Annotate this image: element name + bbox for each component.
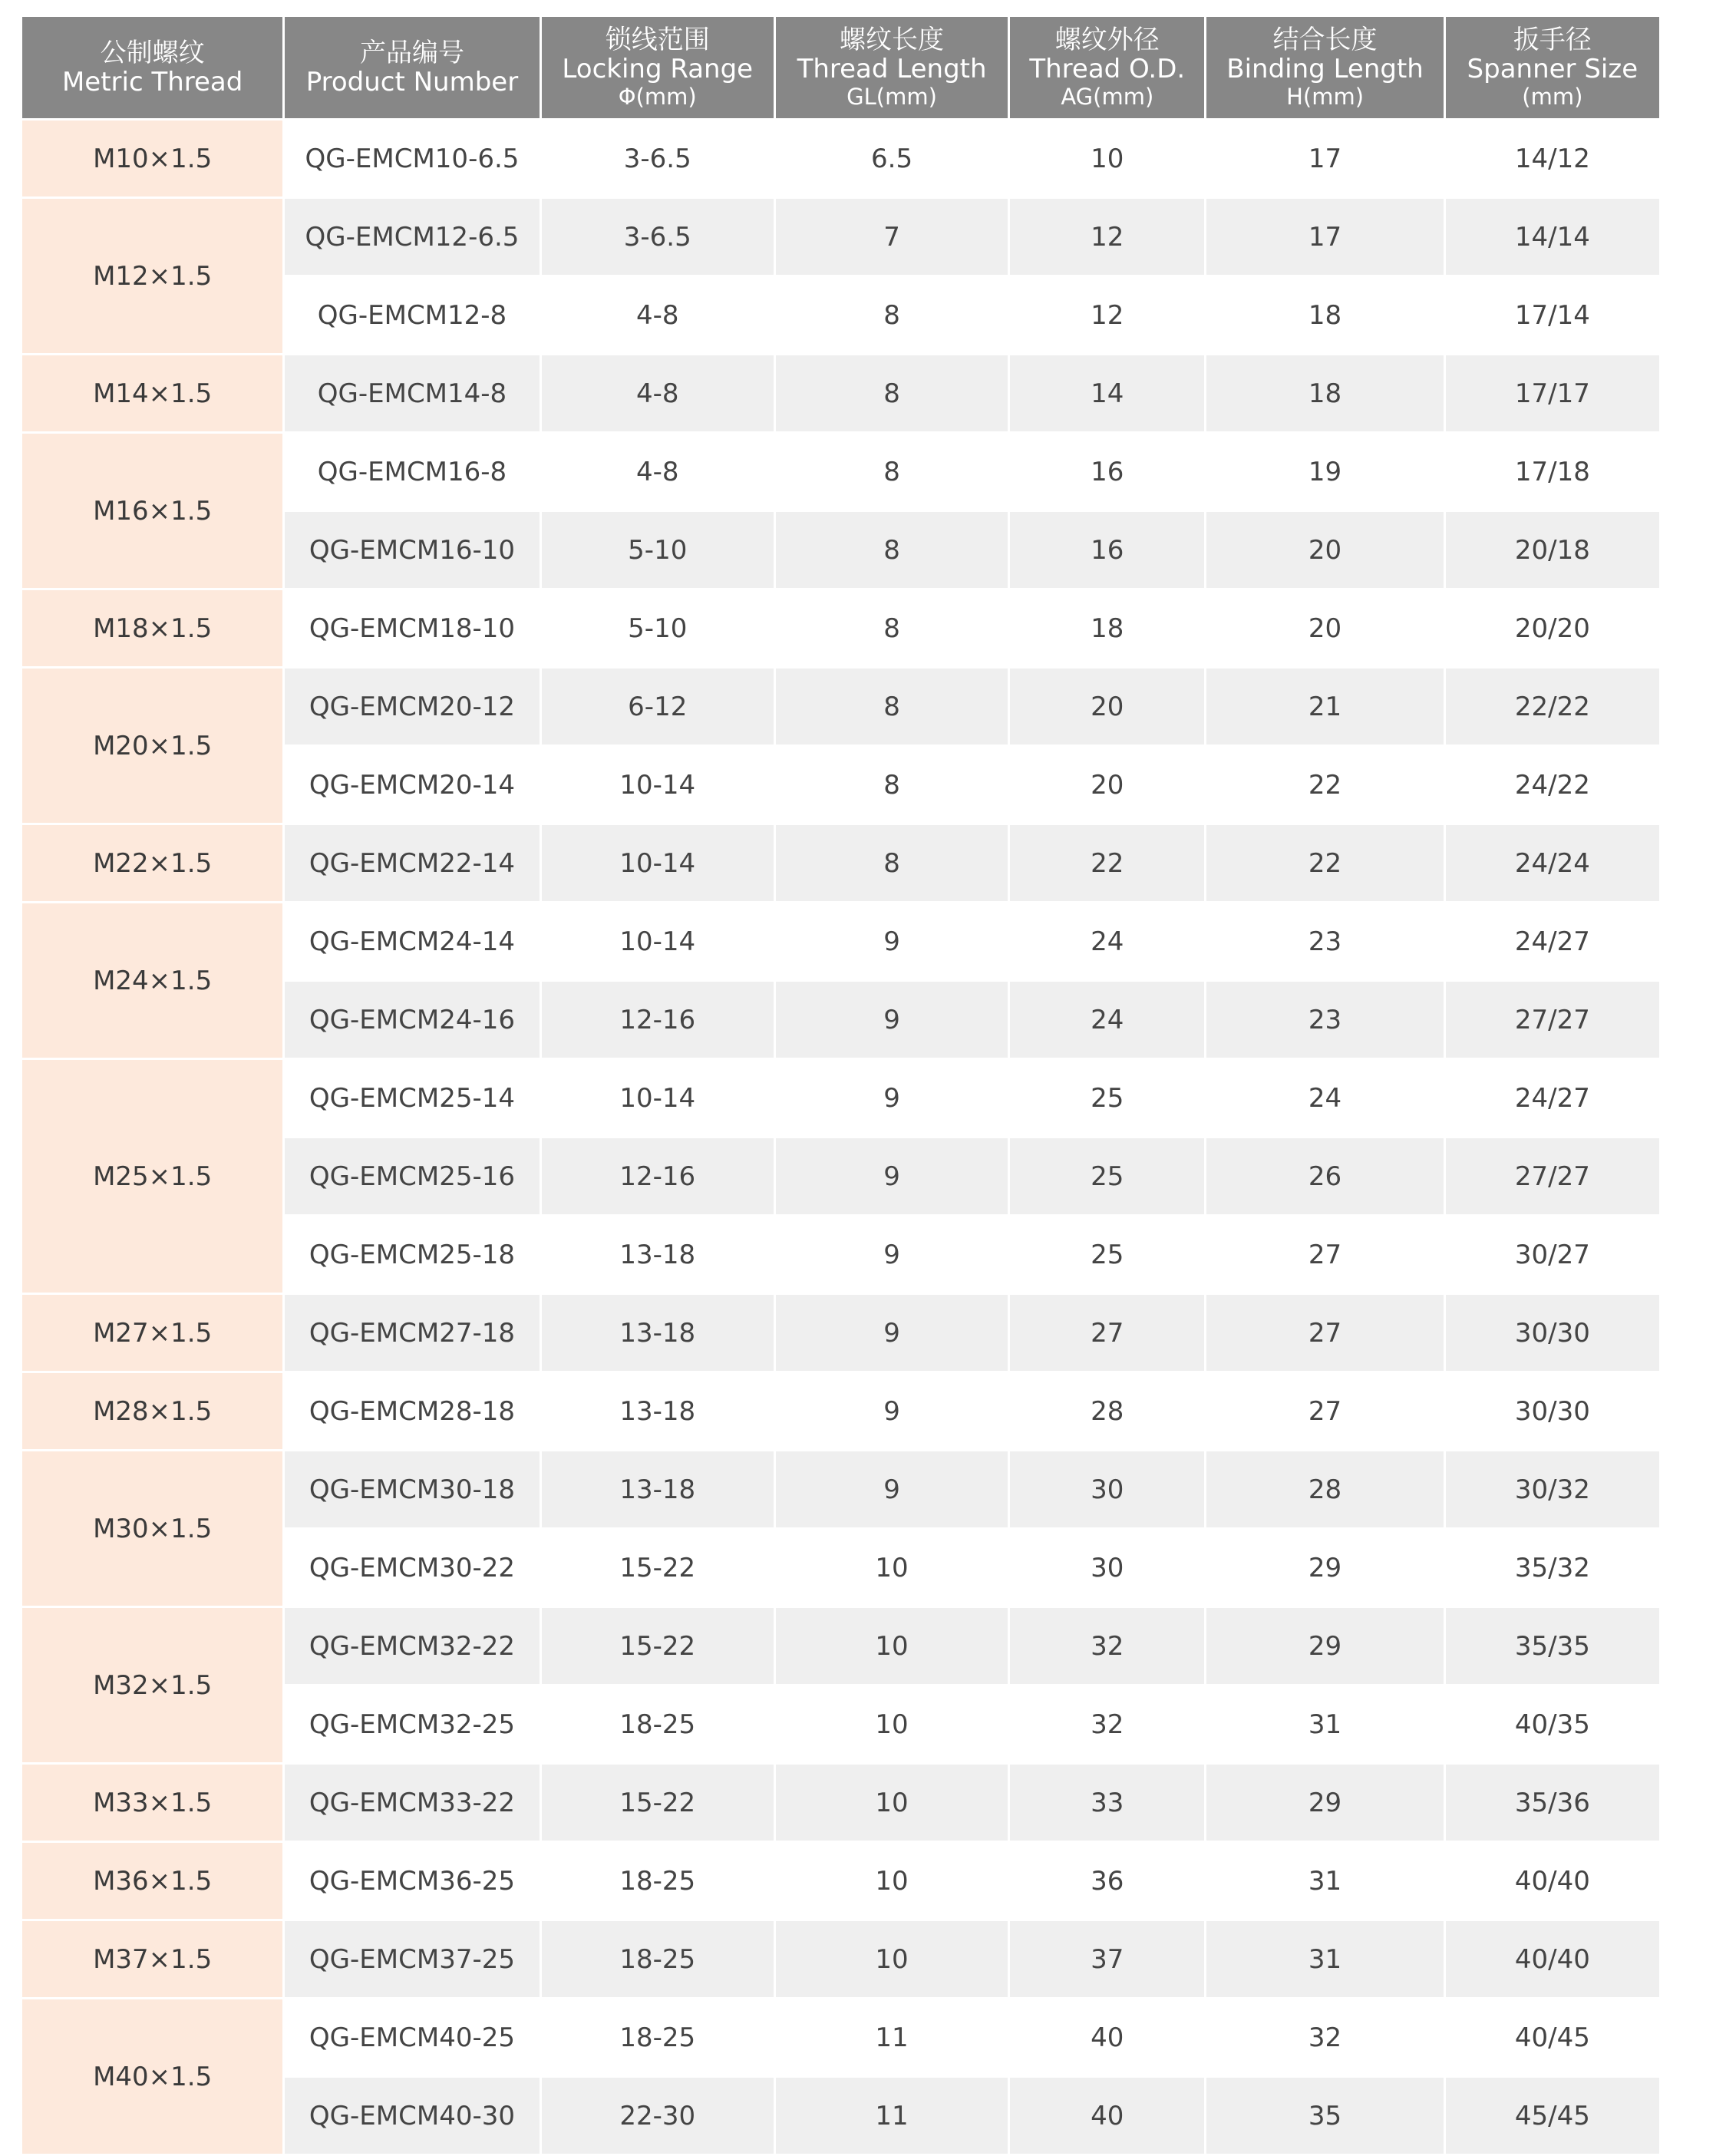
metric-thread-cell: M37×1.5 xyxy=(22,1921,282,1997)
spanner-size-cell: 24/24 xyxy=(1446,825,1659,901)
thread-length-cell: 9 xyxy=(776,1217,1008,1293)
header-label-zh: 锁线范围 xyxy=(605,25,710,55)
header-label-zh: 产品编号 xyxy=(359,38,464,68)
table-row xyxy=(22,1843,1659,1919)
table-row xyxy=(22,1921,1659,1997)
thread-od-cell: 27 xyxy=(1010,1295,1204,1371)
locking-range-cell: 6-12 xyxy=(542,669,774,745)
header-thread-od xyxy=(1010,17,1204,118)
thread-length-cell: 10 xyxy=(776,1921,1008,1997)
header-locking-range xyxy=(542,17,774,118)
metric-thread-cell: M18×1.5 xyxy=(22,590,282,666)
spanner-size-cell: 35/36 xyxy=(1446,1765,1659,1841)
binding-length-cell: 22 xyxy=(1206,747,1443,823)
spanner-size-cell: 45/45 xyxy=(1446,2078,1659,2154)
header-row xyxy=(22,17,1659,118)
locking-range-cell: 4-8 xyxy=(542,355,774,431)
table-row xyxy=(22,1295,1659,1371)
product-number-cell: QG-EMCM16-10 xyxy=(285,512,539,588)
header-label-zh: 螺纹长度 xyxy=(840,25,945,55)
header-label-en: Thread Length xyxy=(797,54,987,84)
locking-range-cell: 18-25 xyxy=(542,1999,774,2075)
thread-od-cell: 10 xyxy=(1010,121,1204,196)
binding-length-cell: 20 xyxy=(1206,590,1443,666)
thread-od-cell: 40 xyxy=(1010,2078,1204,2154)
header-unit: AG(mm) xyxy=(1061,84,1154,110)
table-row xyxy=(22,199,1659,275)
locking-range-cell: 15-22 xyxy=(542,1530,774,1606)
product-number-cell: QG-EMCM12-8 xyxy=(285,277,539,353)
thread-length-cell: 6.5 xyxy=(776,121,1008,196)
spanner-size-cell: 40/35 xyxy=(1446,1686,1659,1762)
table-row xyxy=(22,355,1659,431)
thread-length-cell: 8 xyxy=(776,747,1008,823)
spanner-size-cell: 20/18 xyxy=(1446,512,1659,588)
binding-length-cell: 20 xyxy=(1206,512,1443,588)
locking-range-cell: 13-18 xyxy=(542,1373,774,1449)
metric-thread-cell: M12×1.5 xyxy=(22,199,282,353)
metric-thread-cell: M25×1.5 xyxy=(22,1060,282,1293)
product-number-cell: QG-EMCM25-18 xyxy=(285,1217,539,1293)
product-number-cell: QG-EMCM27-18 xyxy=(285,1295,539,1371)
spanner-size-cell: 30/27 xyxy=(1446,1217,1659,1293)
locking-range-cell: 3-6.5 xyxy=(542,121,774,196)
metric-thread-cell: M24×1.5 xyxy=(22,903,282,1058)
spanner-size-cell: 30/32 xyxy=(1446,1451,1659,1527)
thread-length-cell: 7 xyxy=(776,199,1008,275)
locking-range-cell: 3-6.5 xyxy=(542,199,774,275)
locking-range-cell: 10-14 xyxy=(542,747,774,823)
thread-od-cell: 14 xyxy=(1010,355,1204,431)
binding-length-cell: 26 xyxy=(1206,1138,1443,1214)
binding-length-cell: 29 xyxy=(1206,1765,1443,1841)
binding-length-cell: 31 xyxy=(1206,1843,1443,1919)
table-row xyxy=(22,1608,1659,1684)
thread-length-cell: 8 xyxy=(776,669,1008,745)
locking-range-cell: 10-14 xyxy=(542,1060,774,1136)
binding-length-cell: 19 xyxy=(1206,434,1443,510)
locking-range-cell: 4-8 xyxy=(542,434,774,510)
header-label-en: Thread O.D. xyxy=(1029,54,1186,84)
table-row xyxy=(22,1765,1659,1841)
thread-length-cell: 11 xyxy=(776,1999,1008,2075)
product-number-cell: QG-EMCM14-8 xyxy=(285,355,539,431)
header-metric-thread xyxy=(22,17,282,118)
binding-length-cell: 29 xyxy=(1206,1608,1443,1684)
spanner-size-cell: 22/22 xyxy=(1446,669,1659,745)
table-row xyxy=(22,669,1659,745)
thread-length-cell: 11 xyxy=(776,2078,1008,2154)
locking-range-cell: 15-22 xyxy=(542,1608,774,1684)
binding-length-cell: 29 xyxy=(1206,1530,1443,1606)
thread-length-cell: 9 xyxy=(776,903,1008,979)
thread-length-cell: 8 xyxy=(776,512,1008,588)
locking-range-cell: 18-25 xyxy=(542,1921,774,1997)
product-number-cell: QG-EMCM12-6.5 xyxy=(285,199,539,275)
table-row xyxy=(22,1451,1659,1527)
header-label-zh: 螺纹外径 xyxy=(1054,25,1160,55)
binding-length-cell: 27 xyxy=(1206,1373,1443,1449)
product-number-cell: QG-EMCM40-25 xyxy=(285,1999,539,2075)
thread-length-cell: 9 xyxy=(776,1451,1008,1527)
locking-range-cell: 18-25 xyxy=(542,1843,774,1919)
header-unit: GL(mm) xyxy=(846,84,937,110)
spanner-size-cell: 20/20 xyxy=(1446,590,1659,666)
thread-length-cell: 9 xyxy=(776,982,1008,1058)
thread-length-cell: 10 xyxy=(776,1530,1008,1606)
locking-range-cell: 10-14 xyxy=(542,903,774,979)
spanner-size-cell: 24/27 xyxy=(1446,1060,1659,1136)
locking-range-cell: 13-18 xyxy=(542,1451,774,1527)
thread-od-cell: 25 xyxy=(1010,1060,1204,1136)
header-label-en: Binding Length xyxy=(1226,54,1424,84)
metric-thread-cell: M16×1.5 xyxy=(22,434,282,588)
spanner-size-cell: 40/40 xyxy=(1446,1921,1659,1997)
binding-length-cell: 31 xyxy=(1206,1686,1443,1762)
product-number-cell: QG-EMCM24-16 xyxy=(285,982,539,1058)
metric-thread-cell: M30×1.5 xyxy=(22,1451,282,1606)
binding-length-cell: 24 xyxy=(1206,1060,1443,1136)
product-number-cell: QG-EMCM32-22 xyxy=(285,1608,539,1684)
header-label-zh: 扳手径 xyxy=(1513,25,1592,55)
spanner-size-cell: 35/35 xyxy=(1446,1608,1659,1684)
binding-length-cell: 22 xyxy=(1206,825,1443,901)
thread-od-cell: 20 xyxy=(1010,669,1204,745)
binding-length-cell: 17 xyxy=(1206,199,1443,275)
binding-length-cell: 35 xyxy=(1206,2078,1443,2154)
spanner-size-cell: 17/18 xyxy=(1446,434,1659,510)
locking-range-cell: 12-16 xyxy=(542,1138,774,1214)
locking-range-cell: 13-18 xyxy=(542,1295,774,1371)
binding-length-cell: 23 xyxy=(1206,903,1443,979)
metric-thread-cell: M36×1.5 xyxy=(22,1843,282,1919)
thread-od-cell: 18 xyxy=(1010,590,1204,666)
thread-od-cell: 24 xyxy=(1010,903,1204,979)
thread-length-cell: 10 xyxy=(776,1843,1008,1919)
header-unit: Φ(mm) xyxy=(618,84,697,110)
header-label-zh: 结合长度 xyxy=(1272,25,1378,55)
locking-range-cell: 12-16 xyxy=(542,982,774,1058)
binding-length-cell: 32 xyxy=(1206,1999,1443,2075)
table-row xyxy=(22,1999,1659,2075)
header-label-zh: 公制螺纹 xyxy=(100,38,205,68)
table-header xyxy=(22,17,1659,118)
thread-length-cell: 10 xyxy=(776,1686,1008,1762)
header-label-en: Metric Thread xyxy=(61,67,243,97)
thread-od-cell: 12 xyxy=(1010,199,1204,275)
thread-od-cell: 32 xyxy=(1010,1686,1204,1762)
thread-od-cell: 24 xyxy=(1010,982,1204,1058)
metric-thread-cell: M40×1.5 xyxy=(22,1999,282,2154)
header-unit: H(mm) xyxy=(1286,84,1365,110)
header-thread-length xyxy=(776,17,1008,118)
table-row xyxy=(22,825,1659,901)
table-row xyxy=(22,903,1659,979)
binding-length-cell: 23 xyxy=(1206,982,1443,1058)
thread-od-cell: 30 xyxy=(1010,1530,1204,1606)
product-number-cell: QG-EMCM10-6.5 xyxy=(285,121,539,196)
locking-range-cell: 18-25 xyxy=(542,1686,774,1762)
spanner-size-cell: 17/17 xyxy=(1446,355,1659,431)
product-number-cell: QG-EMCM16-8 xyxy=(285,434,539,510)
spanner-size-cell: 24/22 xyxy=(1446,747,1659,823)
product-number-cell: QG-EMCM24-14 xyxy=(285,903,539,979)
header-label-en: Locking Range xyxy=(562,54,754,84)
locking-range-cell: 5-10 xyxy=(542,590,774,666)
spanner-size-cell: 35/32 xyxy=(1446,1530,1659,1606)
table-body xyxy=(22,121,1659,2154)
product-number-cell: QG-EMCM30-18 xyxy=(285,1451,539,1527)
thread-od-cell: 36 xyxy=(1010,1843,1204,1919)
binding-length-cell: 27 xyxy=(1206,1295,1443,1371)
thread-od-cell: 25 xyxy=(1010,1217,1204,1293)
binding-length-cell: 27 xyxy=(1206,1217,1443,1293)
product-number-cell: QG-EMCM22-14 xyxy=(285,825,539,901)
product-number-cell: QG-EMCM20-12 xyxy=(285,669,539,745)
thread-length-cell: 8 xyxy=(776,825,1008,901)
metric-thread-cell: M27×1.5 xyxy=(22,1295,282,1371)
product-number-cell: QG-EMCM33-22 xyxy=(285,1765,539,1841)
thread-length-cell: 9 xyxy=(776,1373,1008,1449)
header-binding-length xyxy=(1206,17,1443,118)
thread-length-cell: 8 xyxy=(776,434,1008,510)
thread-od-cell: 28 xyxy=(1010,1373,1204,1449)
product-number-cell: QG-EMCM18-10 xyxy=(285,590,539,666)
thread-length-cell: 10 xyxy=(776,1765,1008,1841)
binding-length-cell: 18 xyxy=(1206,277,1443,353)
spec-table xyxy=(22,17,1664,2154)
spanner-size-cell: 30/30 xyxy=(1446,1373,1659,1449)
thread-od-cell: 40 xyxy=(1010,1999,1204,2075)
spanner-size-cell: 14/14 xyxy=(1446,199,1659,275)
thread-od-cell: 16 xyxy=(1010,434,1204,510)
locking-range-cell: 4-8 xyxy=(542,277,774,353)
product-number-cell: QG-EMCM25-14 xyxy=(285,1060,539,1136)
thread-od-cell: 12 xyxy=(1010,277,1204,353)
thread-od-cell: 33 xyxy=(1010,1765,1204,1841)
product-number-cell: QG-EMCM32-25 xyxy=(285,1686,539,1762)
binding-length-cell: 28 xyxy=(1206,1451,1443,1527)
locking-range-cell: 15-22 xyxy=(542,1765,774,1841)
table-row xyxy=(22,1373,1659,1449)
product-number-cell: QG-EMCM36-25 xyxy=(285,1843,539,1919)
thread-length-cell: 8 xyxy=(776,277,1008,353)
header-product-number xyxy=(285,17,539,118)
product-number-cell: QG-EMCM25-16 xyxy=(285,1138,539,1214)
metric-thread-cell: M22×1.5 xyxy=(22,825,282,901)
thread-length-cell: 8 xyxy=(776,355,1008,431)
thread-length-cell: 8 xyxy=(776,590,1008,666)
locking-range-cell: 13-18 xyxy=(542,1217,774,1293)
table-row xyxy=(22,1060,1659,1136)
metric-thread-cell: M10×1.5 xyxy=(22,121,282,196)
table-row xyxy=(22,590,1659,666)
metric-thread-cell: M14×1.5 xyxy=(22,355,282,431)
product-number-cell: QG-EMCM28-18 xyxy=(285,1373,539,1449)
header-unit: (mm) xyxy=(1522,84,1583,110)
header-label-en: Product Number xyxy=(305,67,519,97)
header-label-en: Spanner Size xyxy=(1467,54,1638,84)
header-spanner-size xyxy=(1446,17,1659,118)
thread-od-cell: 16 xyxy=(1010,512,1204,588)
spanner-size-cell: 40/40 xyxy=(1446,1843,1659,1919)
locking-range-cell: 10-14 xyxy=(542,825,774,901)
thread-od-cell: 22 xyxy=(1010,825,1204,901)
thread-od-cell: 32 xyxy=(1010,1608,1204,1684)
product-number-cell: QG-EMCM20-14 xyxy=(285,747,539,823)
product-number-cell: QG-EMCM30-22 xyxy=(285,1530,539,1606)
spanner-size-cell: 17/14 xyxy=(1446,277,1659,353)
product-number-cell: QG-EMCM40-30 xyxy=(285,2078,539,2154)
spanner-size-cell: 30/30 xyxy=(1446,1295,1659,1371)
thread-od-cell: 37 xyxy=(1010,1921,1204,1997)
spanner-size-cell: 40/45 xyxy=(1446,1999,1659,2075)
product-number-cell: QG-EMCM37-25 xyxy=(285,1921,539,1997)
spanner-size-cell: 24/27 xyxy=(1446,903,1659,979)
metric-thread-cell: M32×1.5 xyxy=(22,1608,282,1762)
thread-length-cell: 9 xyxy=(776,1060,1008,1136)
spanner-size-cell: 27/27 xyxy=(1446,982,1659,1058)
locking-range-cell: 5-10 xyxy=(542,512,774,588)
thread-od-cell: 25 xyxy=(1010,1138,1204,1214)
thread-od-cell: 30 xyxy=(1010,1451,1204,1527)
binding-length-cell: 18 xyxy=(1206,355,1443,431)
binding-length-cell: 17 xyxy=(1206,121,1443,196)
table-row xyxy=(22,434,1659,510)
thread-length-cell: 9 xyxy=(776,1138,1008,1214)
spanner-size-cell: 27/27 xyxy=(1446,1138,1659,1214)
metric-thread-cell: M28×1.5 xyxy=(22,1373,282,1449)
thread-length-cell: 9 xyxy=(776,1295,1008,1371)
thread-od-cell: 20 xyxy=(1010,747,1204,823)
locking-range-cell: 22-30 xyxy=(542,2078,774,2154)
table-row xyxy=(22,121,1659,196)
spanner-size-cell: 14/12 xyxy=(1446,121,1659,196)
binding-length-cell: 21 xyxy=(1206,669,1443,745)
thread-length-cell: 10 xyxy=(776,1608,1008,1684)
metric-thread-cell: M20×1.5 xyxy=(22,669,282,823)
metric-thread-cell: M33×1.5 xyxy=(22,1765,282,1841)
binding-length-cell: 31 xyxy=(1206,1921,1443,1997)
